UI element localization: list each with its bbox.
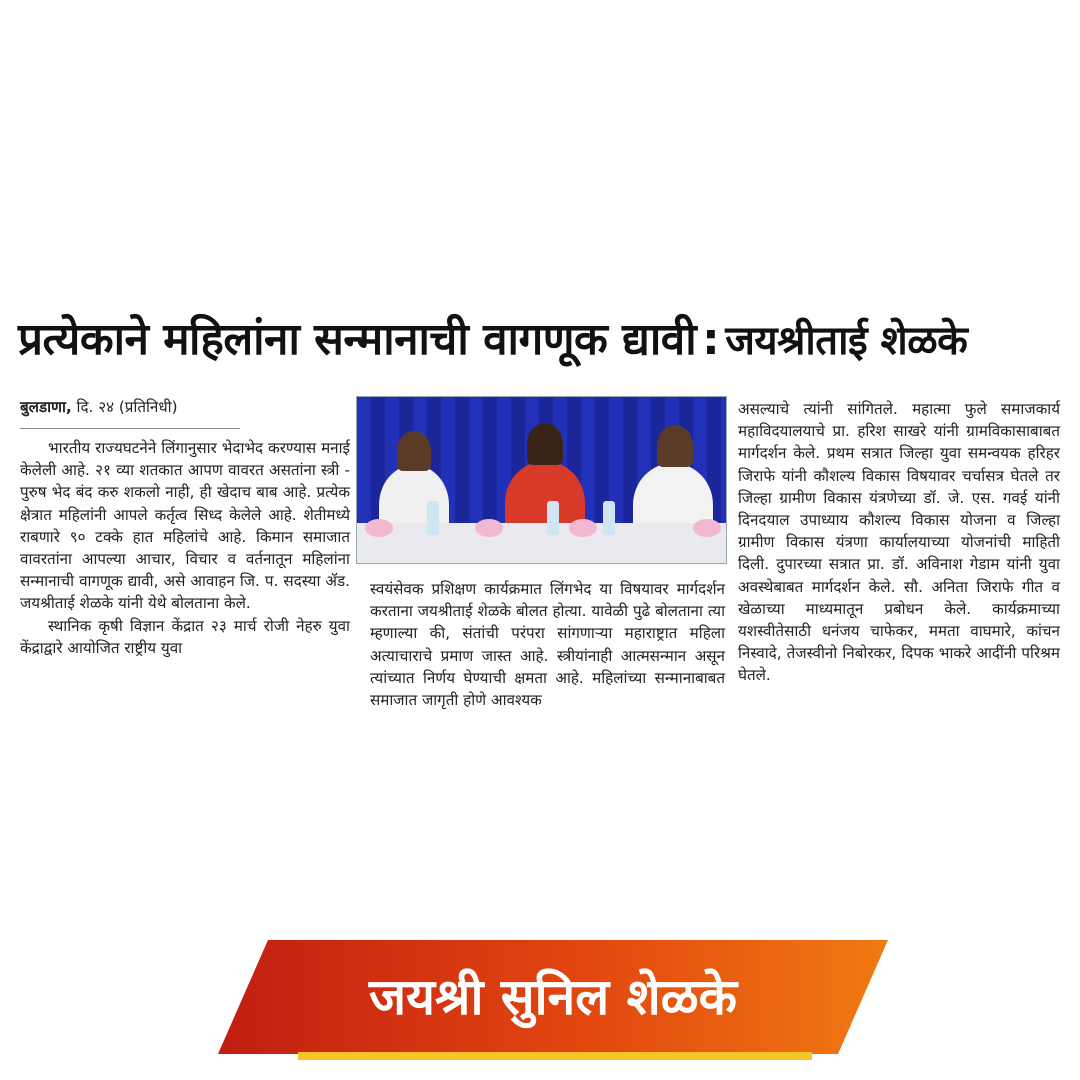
headline [18, 300, 1063, 380]
headline-separator: : [702, 314, 720, 365]
headline-speaker: जयश्रीताई शेळके [725, 318, 968, 364]
article-column-1 [20, 396, 350, 659]
paragraph: स्थानिक कृषी विज्ञान केंद्रात २३ मार्च रोजी नेहरु युवा केंद्राद्वारे आयोजित राष्ट्रीय युवा [20, 616, 350, 657]
dateline [20, 396, 350, 418]
paragraph: असल्याचे त्यांनी सांगितले. महात्मा फुले समाजकार्य महाविदयालयाचे प्रा. हरिश साखरे यांनी ग्रामविकासाबाबत मार्गदर्शन केले. प्रथम सत्रात जिल्हा युवा समन्वयक हरिहर जिराफे यांनी कौशल्य विकास विषयावर चर्चासत्र घेतले तर जिल्हा ग्रामीण विकास यंत्रणेच्या डॉ. जे. एस. गवई यांनी दिनदयाल उपाध्याय कौशल्य विकास योजना व जिल्हा ग्रामीण विकास यंत्रणा कार्यालयाच्या योजनांची माहिती दिली. दुपारच्या सत्रात प्रा. डॉ. अविनाश गेडाम यांनी युवा अवस्थेबाबत मार्गदर्शन केले. सौ. अनिता जिराफे गीत व खेळाच्या माध्यमातून प्रबोधन केले. कार्यक्रमाच्या यशस्वीतेसाठी धनंजय चाफेकर, ममता वाघमारे, कांचन निस्वादे, तेजस्वीनो निबोरकर, दिपक भाकरे आदींनी परिश्रम घेतले. [738, 400, 1060, 685]
flower-decoration [475, 519, 503, 537]
banner-underline [298, 1052, 812, 1060]
divider [20, 428, 240, 429]
banner-name: जयश्री सुनिल शेळके [368, 968, 738, 1026]
photo-table [357, 523, 726, 563]
dateline-place: बुलडाणा, [20, 398, 72, 416]
headline-title: प्रत्येकाने महिलांना सन्मानाची वागणूक द्यावी [18, 314, 697, 365]
water-bottle [547, 501, 559, 535]
paragraph: स्वयंसेवक प्रशिक्षण कार्यक्रमात लिंगभेद या विषयावर मार्गदर्शन करताना जयश्रीताई शेळके बोलत होत्या. यावेळी पुढे बोलताना त्या म्हणाल्या की, संतांची परंपरा सांगणाऱ्या महाराष्ट्रात महिला अत्याचाराचे प्रमाण जास्त आहे. स्त्रीयांनाही आत्मसन्मान असून त्यांच्यात निर्णय घेण्याची क्षमता आहे. महिलांच्या सन्मानाबाबत समाजात जागृती होणे आवश्यक [370, 580, 725, 710]
article-column-3 [738, 398, 1060, 687]
flower-decoration [365, 519, 393, 537]
flower-decoration [693, 519, 721, 537]
paragraph: भारतीय राज्यघटनेने लिंगानुसार भेदाभेद करण्यास मनाई केलेली आहे. २१ व्या शतकात आपण वावरत असतांना स्त्री - पुरुष भेद बंद करु शकलो नाही, ही खेदाच बाब आहे. प्रत्येक क्षेत्रात महिलांनी आपले कर्तृत्व सिध्द केलेले आहे. शेतीमध्ये राबणारे ९० टक्के हात महिलांचे आहे. किमान समाजात वावरतांना आपल्या आचार, विचार व वर्तनातून महिलांना सन्मानाची वागणूक द्यावी, असे आवाहन जि. प. सदस्या ॲड. जयश्रीताई शेळके यांनी येथे बोलताना केले. [20, 439, 350, 613]
photo-person-head [397, 431, 431, 471]
photo-person-head [527, 423, 563, 465]
flower-decoration [569, 519, 597, 537]
dateline-rest: दि. २४ (प्रतिनिधी) [71, 398, 178, 416]
article-column-2 [370, 578, 725, 711]
water-bottle [427, 501, 439, 535]
water-bottle [603, 501, 615, 535]
photo-person-head [657, 425, 693, 467]
news-photo [356, 396, 727, 564]
